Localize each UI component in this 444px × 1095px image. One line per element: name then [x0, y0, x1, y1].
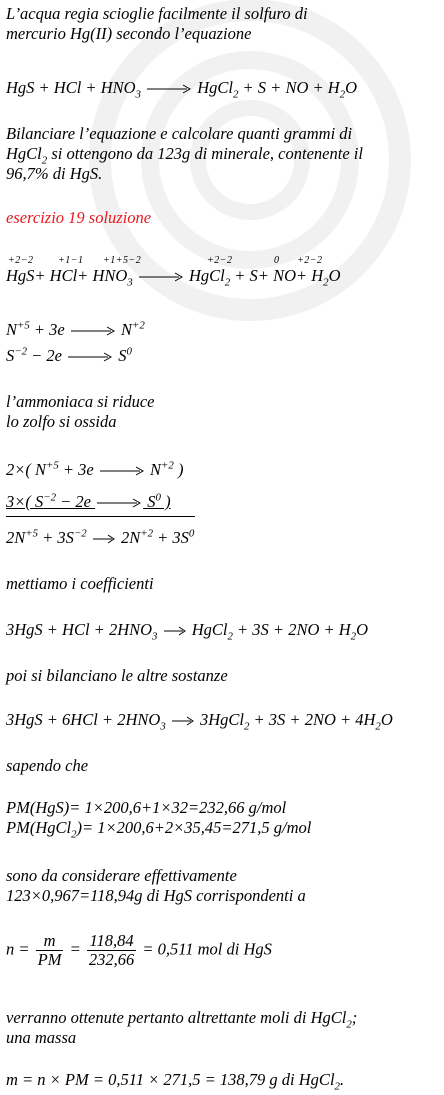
half-reaction-sulfur: $S^{-2} - 2e$ $S^0$	[6, 345, 132, 365]
balanced-equation: $3HgS + 6HCl + 2HNO_3$ 3HgCl$_2$ + $3S + 2NO + 4H_2O$	[6, 710, 393, 733]
mass-result: m = n × PM = 0,511 × 271,5 = 138,79 g di HgCl$_2$.	[6, 1070, 345, 1093]
arrow-icon	[139, 272, 183, 282]
arrow-icon	[97, 498, 141, 508]
ox-number: +2−2	[8, 255, 34, 266]
arrow-icon	[172, 716, 194, 726]
multiplied-sulfur: 3×( $S^{-2} - 2e$ $S^0$ )	[6, 491, 171, 511]
task-text: Bilanciare l’equazione e calcolare quanti grammi di HgCl$_2$ si ottengono da 123g di minerale, contenente il 96,7% di HgS.	[6, 124, 363, 183]
arrow-icon	[71, 326, 115, 336]
arrow-icon	[68, 352, 112, 362]
redox-explanation: l’ammoniaca si riduce lo zolfo si ossida	[6, 392, 155, 431]
oxidation-equation: $HgS+ HCl+ HNO_3$ HgCl$_2$ + $S+ NO+ H_2O$	[6, 266, 341, 289]
knowing-text: sapendo che	[6, 756, 89, 775]
obtain-text: verranno ottenute pertanto altrettante moli di HgCl$_2$; una massa	[6, 1008, 358, 1047]
molar-masses: PM(HgS)= 1×200,6+1×32=232,66 g/mol PM(HgCl$_2$)= 1×200,6+2×35,45=271,5 g/mol	[6, 798, 312, 841]
ox-number: +1+5−2	[103, 255, 142, 266]
consider-text: sono da considerare effettivamente 123×0,967=118,94g di HgS corrispondenti a	[6, 866, 306, 905]
arrow-icon	[93, 534, 115, 544]
summed-redox: $2N^{+5} + 3S^{-2}$ $2N^{+2} + 3S^0$	[6, 527, 195, 547]
coefficients-text: mettiamo i coefficienti	[6, 574, 154, 593]
intro-text: L’acqua regia scioglie facilmente il solfuro di mercurio Hg(II) secondo l’equazione	[6, 4, 308, 43]
half-reaction-nitrogen: $N^{+5} + 3e$ $N^{+2}$	[6, 319, 145, 339]
reaction-equation: HgS + HCl + $HNO_3$ HgCl$_2$ + S + NO + $H_2O$	[6, 78, 358, 101]
multiplied-nitrogen: 2×( $N^{+5} + 3e$ $N^{+2}$ )	[6, 459, 184, 479]
partial-balanced-equation: 3HgS + HCl + $2HNO_3$ HgCl$_2$ + $3S + 2NO + H_2O$	[6, 620, 369, 643]
balance-text: poi si bilanciano le altre sostanze	[6, 666, 228, 685]
arrow-icon	[164, 626, 186, 636]
ox-number: +1−1	[58, 255, 84, 266]
ox-number: +2−2	[297, 255, 323, 266]
sum-rule	[6, 516, 195, 517]
ox-number: 0	[274, 255, 280, 266]
arrow-icon	[100, 466, 144, 476]
ox-number: +2−2	[207, 255, 233, 266]
moles-calculation: n = $\frac{m}{PM}$ = $\frac{118,84}{232,66}$ = 0,511 mol di HgS	[6, 931, 272, 969]
solution-heading: esercizio 19 soluzione	[6, 208, 152, 227]
arrow-icon	[147, 84, 191, 94]
